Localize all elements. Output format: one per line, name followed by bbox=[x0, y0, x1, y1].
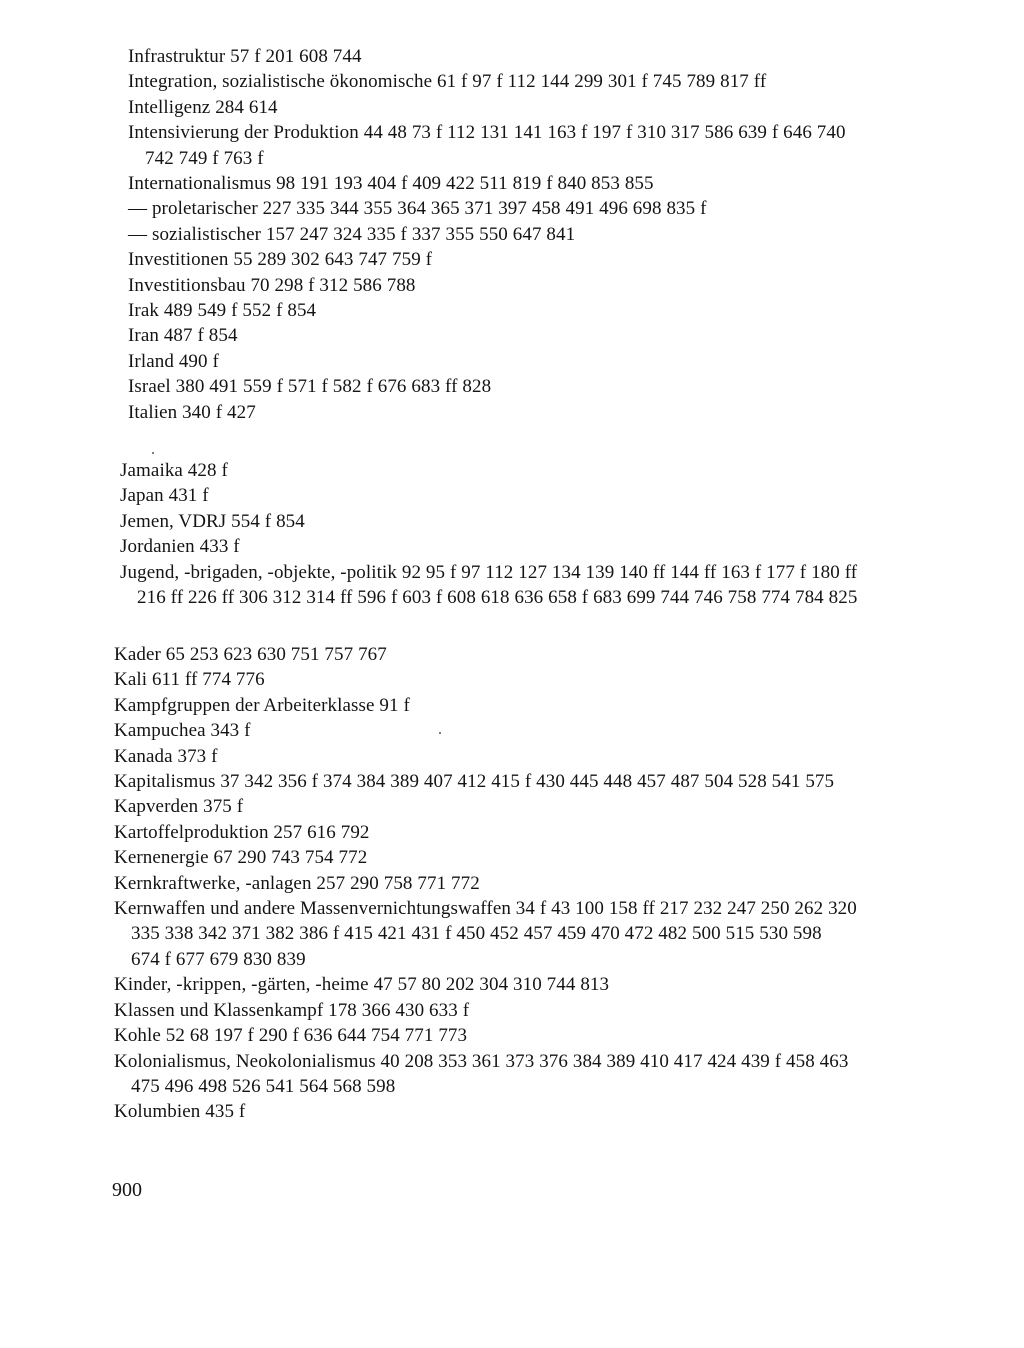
index-entry bbox=[0, 744, 1024, 769]
index-entry bbox=[0, 667, 1024, 692]
entry-text: Israel 380 491 559 f 571 f 582 f 676 683 ff 828 bbox=[128, 376, 492, 398]
index-entry bbox=[0, 845, 1024, 870]
index-entry bbox=[0, 458, 1024, 483]
index-entry bbox=[0, 44, 1024, 69]
entry-text: Kernenergie 67 290 743 754 772 bbox=[114, 847, 368, 869]
entry-text: Jugend, -brigaden, -objekte, -politik 92 95 f 97 112 127 134 139 140 ff 144 ff 163 f 177 f 180 ff bbox=[120, 561, 858, 583]
index-entry bbox=[0, 69, 1024, 94]
index-entry bbox=[0, 718, 1024, 743]
scan-speck bbox=[439, 732, 441, 734]
entry-text: — sozialistischer 157 247 324 335 f 337 355 550 647 841 bbox=[128, 223, 576, 245]
index-entry bbox=[0, 400, 1024, 425]
entry-text: Italien 340 f 427 bbox=[128, 401, 256, 423]
entry-text: Jordanien 433 f bbox=[120, 536, 240, 558]
entry-text: Kali 611 ff 774 776 bbox=[114, 669, 265, 691]
index-entry bbox=[0, 794, 1024, 819]
index-entry bbox=[0, 769, 1024, 794]
index-group-j bbox=[0, 458, 1024, 610]
index-entry bbox=[0, 323, 1024, 348]
entry-text: Kapitalismus 37 342 356 f 374 384 389 407 412 415 f 430 445 448 457 487 504 528 541 575 bbox=[114, 771, 835, 793]
index-entry bbox=[0, 1099, 1024, 1124]
index-entry bbox=[0, 298, 1024, 323]
entry-text: Kernwaffen und andere Massenvernichtungswaffen 34 f 43 100 158 ff 217 232 247 250 262 320 bbox=[114, 898, 857, 920]
entry-text: Kartoffelproduktion 257 616 792 bbox=[114, 821, 370, 843]
index-entry bbox=[0, 560, 1024, 611]
index-group-i bbox=[0, 44, 1024, 425]
index-entry bbox=[0, 171, 1024, 196]
index-entry bbox=[0, 693, 1024, 718]
entry-text: Investitionen 55 289 302 643 747 759 f bbox=[128, 249, 433, 271]
entry-text: Kinder, -krippen, -gärten, -heime 47 57 80 202 304 310 744 813 bbox=[114, 974, 610, 996]
index-subentry bbox=[0, 222, 1024, 247]
index-entry bbox=[0, 273, 1024, 298]
index-entry bbox=[0, 349, 1024, 374]
entry-text: Kolumbien 435 f bbox=[114, 1101, 246, 1123]
entry-continuation: 674 f 677 679 830 839 bbox=[131, 948, 306, 970]
index-entry bbox=[0, 642, 1024, 667]
entry-text: Jemen, VDRJ 554 f 854 bbox=[120, 510, 305, 532]
index-entry bbox=[0, 820, 1024, 845]
index-entry bbox=[0, 120, 1024, 171]
entry-text: Investitionsbau 70 298 f 312 586 788 bbox=[128, 274, 416, 296]
entry-text: Kanada 373 f bbox=[114, 745, 218, 767]
index-entry bbox=[0, 896, 1024, 972]
entry-text: Japan 431 f bbox=[120, 485, 209, 507]
index-entry bbox=[0, 1049, 1024, 1100]
scan-speck bbox=[152, 452, 154, 454]
index-entry bbox=[0, 374, 1024, 399]
entry-text: Kohle 52 68 197 f 290 f 636 644 754 771 773 bbox=[114, 1025, 468, 1047]
index-entry bbox=[0, 247, 1024, 272]
index-entry bbox=[0, 483, 1024, 508]
index-entry bbox=[0, 972, 1024, 997]
entry-text: — proletarischer 227 335 344 355 364 365 371 397 458 491 496 698 835 f bbox=[128, 198, 707, 220]
entry-text: Integration, sozialistische ökonomische 61 f 97 f 112 144 299 301 f 745 789 817 ff bbox=[128, 71, 767, 93]
index-entry bbox=[0, 509, 1024, 534]
entry-text: Irland 490 f bbox=[128, 350, 219, 372]
entry-text: Iran 487 f 854 bbox=[128, 325, 238, 347]
index-group-k bbox=[0, 642, 1024, 1125]
index-entry bbox=[0, 871, 1024, 896]
entry-text: Kolonialismus, Neokolonialismus 40 208 353 361 373 376 384 389 410 417 424 439 f 458 463 bbox=[114, 1050, 849, 1072]
entry-continuation: 742 749 f 763 f bbox=[145, 147, 264, 169]
entry-text: Kader 65 253 623 630 751 757 767 bbox=[114, 644, 387, 665]
page-number: 900 bbox=[112, 1179, 142, 1201]
entry-text: Intelligenz 284 614 bbox=[128, 96, 278, 118]
entry-text: Kampuchea 343 f bbox=[114, 720, 251, 742]
entry-text: Jamaika 428 f bbox=[120, 460, 228, 481]
entry-text: Kapverden 375 f bbox=[114, 796, 244, 818]
entry-text: Intensivierung der Produktion 44 48 73 f 112 131 141 163 f 197 f 310 317 586 639 f 646 740 bbox=[128, 122, 846, 144]
entry-continuation: 335 338 342 371 382 386 f 415 421 431 f 450 452 457 459 470 472 482 500 515 530 598 bbox=[131, 923, 822, 945]
entry-text: Internationalismus 98 191 193 404 f 409 422 511 819 f 840 853 855 bbox=[128, 173, 654, 195]
index-entry bbox=[0, 998, 1024, 1023]
entry-text: Irak 489 549 f 552 f 854 bbox=[128, 300, 317, 322]
index-entry bbox=[0, 95, 1024, 120]
entry-text: Infrastruktur 57 f 201 608 744 bbox=[128, 46, 362, 67]
entry-text: Kernkraftwerke, -anlagen 257 290 758 771 772 bbox=[114, 872, 480, 894]
entry-continuation: 475 496 498 526 541 564 568 598 bbox=[131, 1075, 396, 1097]
entry-text: Klassen und Klassenkampf 178 366 430 633 f bbox=[114, 999, 470, 1021]
index-entry bbox=[0, 534, 1024, 559]
entry-text: Kampfgruppen der Arbeiterklasse 91 f bbox=[114, 694, 410, 716]
index-entry bbox=[0, 1023, 1024, 1048]
index-subentry bbox=[0, 196, 1024, 221]
entry-continuation: 216 ff 226 ff 306 312 314 ff 596 f 603 f 608 618 636 658 f 683 699 744 746 758 774 784 825 bbox=[137, 587, 858, 609]
